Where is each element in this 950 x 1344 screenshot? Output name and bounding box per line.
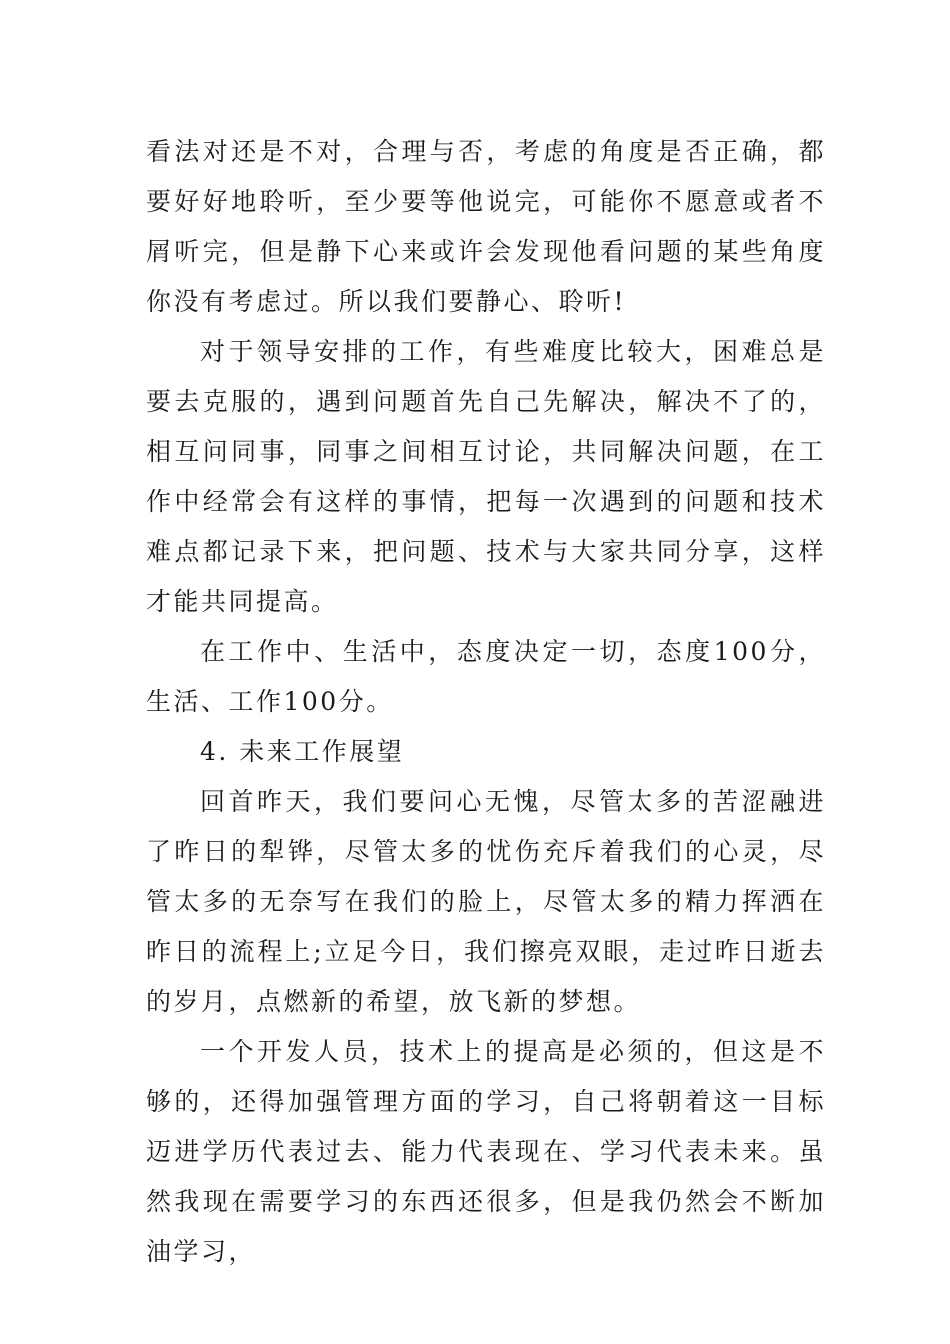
paragraph-listening: 看法对还是不对，合理与否，考虑的角度是否正确，都要好好地聆听，至少要等他说完，可能你不愿意或者不屑听完，但是静下心来或许会发现他看问题的某些角度你没有考虑过。所以我们要静心、聆听! (146, 137, 826, 316)
paragraph-developer-growth: 一个开发人员，技术上的提高是必须的，但这是不够的，还得加强管理方面的学习，自己将朝着这一目标迈进学历代表过去、能力代表现在、学习代表未来。虽然我现在需要学习的东西还很多，但是我仍然会不断加油学习， (146, 1037, 826, 1266)
section-heading-future-outlook: 4. 未来工作展望 (200, 737, 405, 766)
paragraph-attitude: 在工作中、生活中，态度决定一切，态度100分，生活、工作100分。 (146, 637, 826, 716)
paragraph-overcoming-difficulties: 对于领导安排的工作，有些难度比较大，困难总是要去克服的，遇到问题首先自己先解决，解决不了的，相互问同事，同事之间相互讨论，共同解决问题，在工作中经常会有这样的事情，把每一次遇到的问题和技术难点都记录下来，把问题、技术与大家共同分享，这样才能共同提高。 (146, 337, 826, 616)
paragraph-looking-back: 回首昨天，我们要问心无愧，尽管太多的苦涩融进了昨日的犁铧，尽管太多的忧伤充斥着我们的心灵，尽管太多的无奈写在我们的脸上，尽管太多的精力挥洒在昨日的流程上;立足今日，我们擦亮双眼，走过昨日逝去的岁月，点燃新的希望，放飞新的梦想。 (146, 787, 826, 1016)
document-body (146, 127, 826, 1277)
